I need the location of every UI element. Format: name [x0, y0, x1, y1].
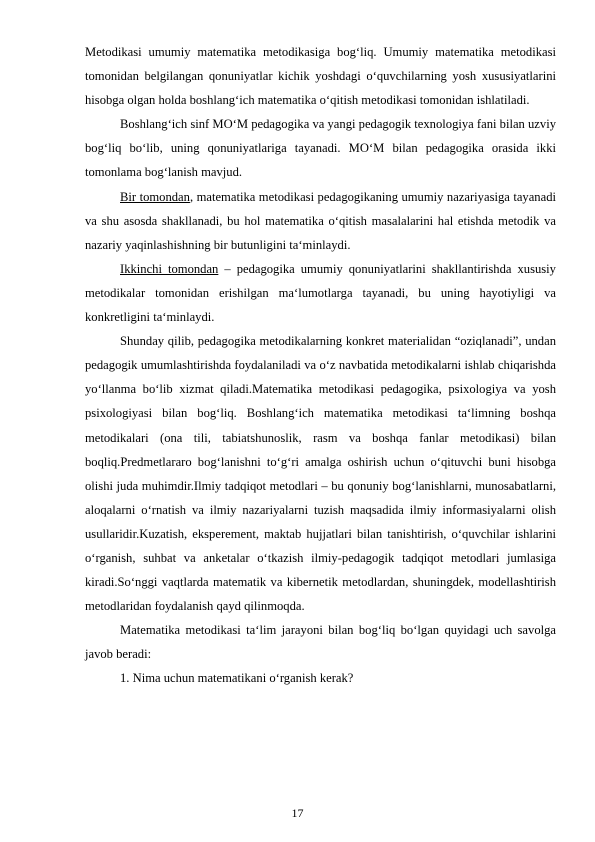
body-text [85, 40, 556, 691]
paragraph-4 [85, 257, 556, 329]
paragraph-2: Boshlang‘ich sinf MO‘M pedagogika va yangi pedagogik texnologiya fani bilan uzviy bog‘liq bo‘lib, uning qonuniyatlariga tayanadi. MO‘M bilan pedagogika orasida ikki tomonlama bog‘lanish mavjud. [85, 117, 556, 180]
paragraph-5: Shunday qilib, pedagogika metodikalarning konkret materialidan “oziqlanadi”, undan pedagogik umumlashtirishda foydalaniladi va o‘z navbatida metodikalarni ishlab chiqarishda yo‘llanma bo‘lib xizmat qiladi.Matematika metodikasi pedagogika, psixologiya va yosh psixologiyasi bilan bog‘liq. Boshlang‘ich matematika metodikasi ta‘limning boshqa metodikalari (ona tili, tabiatshunoslik, rasm va boshqa fanlar metodikasi) bilan boqliq.Predmetlararo bog‘lanishni to‘g‘ri amalga oshirish uchun o‘qituvchi buni hisobga olishi juda muhimdir.Ilmiy tadqiqot metodlari – bu qonuniy bog‘lanishlarni, munosabatlarni, aloqalarni o‘rnatish va ilmiy nazariyalarni tuzish maqsadida ilmiy informasiyalarni olish usullaridir.Kuzatish, eksperement, maktab hujjatlari bilan tanishtirish, o‘quvchilar ishlarini o‘rganish, suhbat va anketalar o‘tkazish ilmiy-pedagogik tadqiqot metodlari jumlasiga kiradi.So‘nggi vaqtlarda matematik va kibernetik metodlardan, shuningdek, modellashtirish metodlaridan foydalanish qayd qilinmoqda. [85, 334, 556, 614]
paragraph-7: 1. Nima uchun matematikani o‘rganish kerak? [120, 671, 354, 686]
paragraph-text: – pedagogika umumiy qonuniyatlarini shakllantirishda xususiy metodikalar tomonidan erishilgan ma‘lumotlarga tayanadi, bu uning hayotiyligi va konkretligini ta‘minlaydi. [85, 261, 556, 325]
paragraph-1: Metodikasi umumiy matematika metodikasiga bog‘liq. Umumiy matematika metodikasi tomonidan belgilangan qonuniyatlar kichik yoshdagi o‘quvchilarning yosh xususiyatlarini hisobga olgan holda boshlang‘ich matematika o‘qitish metodikasi tomonidan ishlatiladi. [85, 45, 556, 108]
paragraph-6: Matematika metodikasi ta‘lim jarayoni bilan bog‘liq bo‘lgan quyidagi uch savolga javob beradi: [85, 623, 556, 662]
paragraph-3 [85, 185, 556, 257]
page-number: 17 [291, 806, 304, 820]
underlined-lead: Ikkinchi tomondan [120, 261, 219, 276]
underlined-lead: Bir tomondan [120, 189, 190, 204]
paragraph-text: , matematika metodikasi pedagogikaning umumiy nazariyasiga tayanadi va shu asosda shakllanadi, bu hol matematika o‘qitish masalalarini hal etishda metodik va nazariy yaqinlashishning bir butunligini ta‘minlaydi. [85, 189, 556, 252]
